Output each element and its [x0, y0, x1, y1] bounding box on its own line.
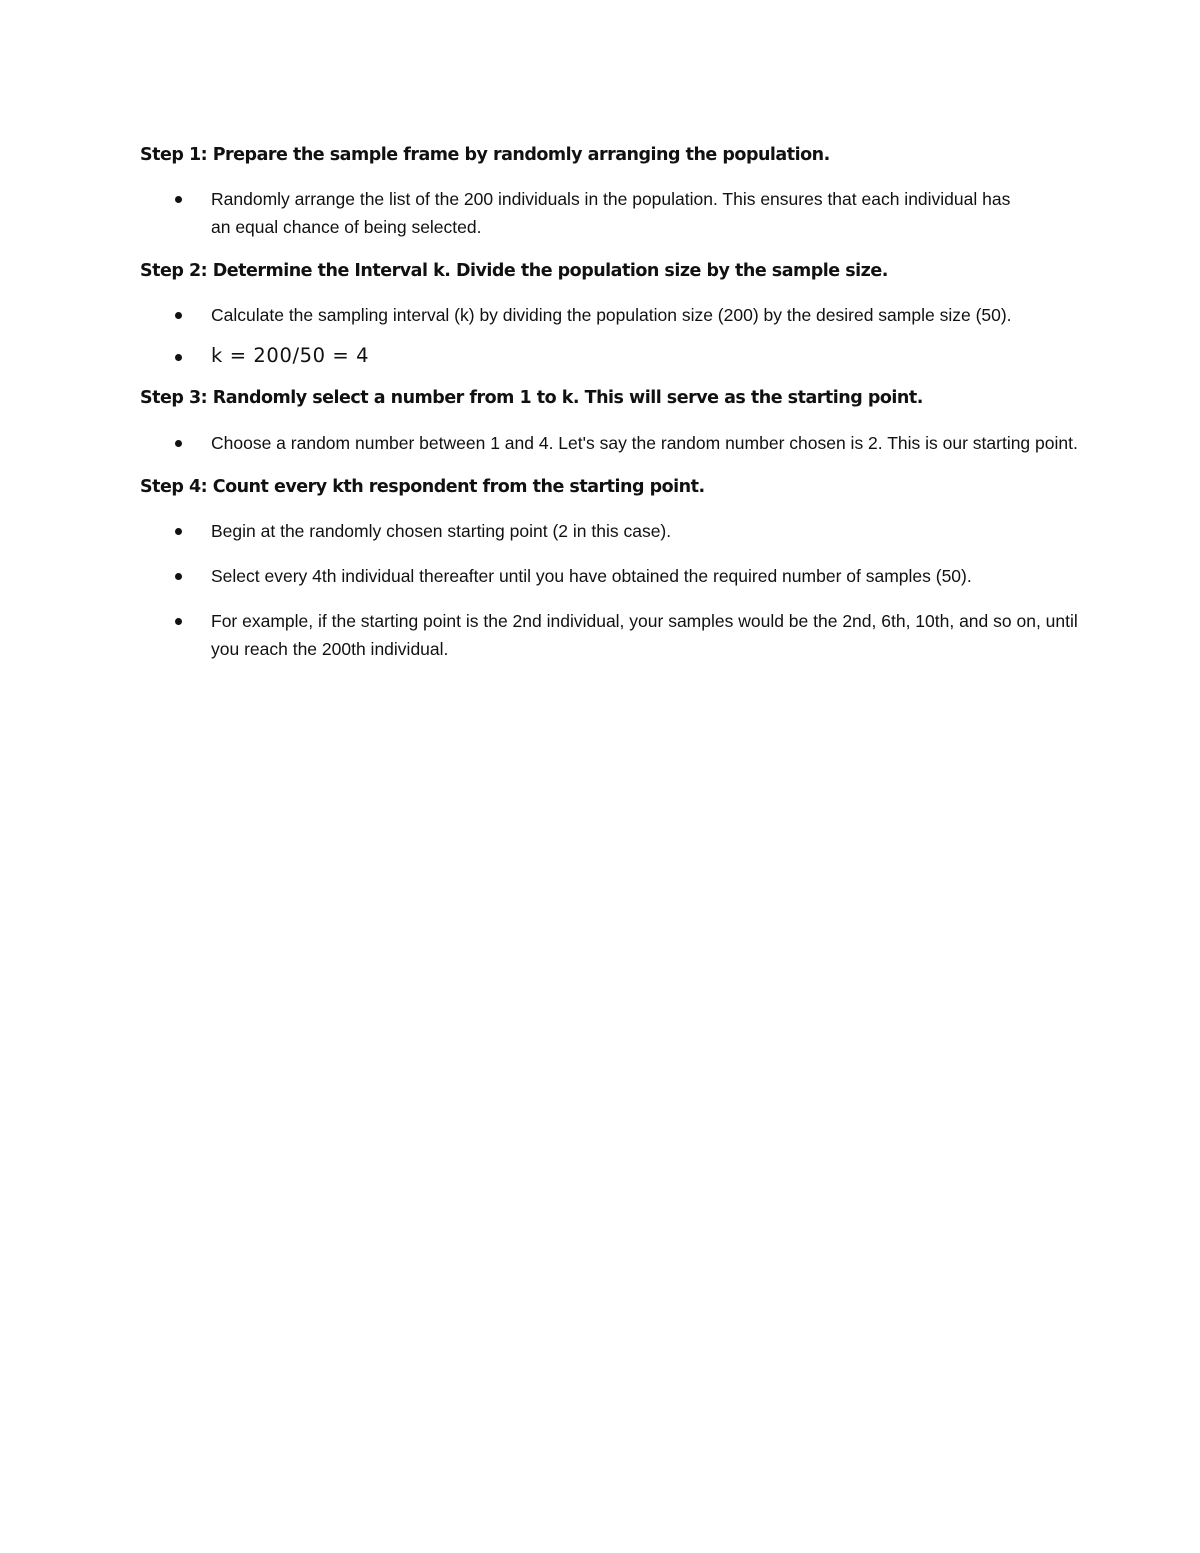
bullet-icon — [175, 528, 182, 535]
list-item — [140, 341, 1070, 371]
step-4-list — [140, 517, 1078, 663]
list-item — [140, 562, 1111, 590]
document-page — [140, 140, 1078, 663]
bullet-text: For example, if the starting point is the 2nd individual, your samples would be the 2nd, 6th, 10th, and so on, until you reach the 200th individual. — [211, 611, 1078, 659]
list-item — [140, 607, 1091, 663]
bullet-icon — [175, 354, 182, 361]
bullet-text: Begin at the randomly chosen starting point (2 in this case). — [211, 521, 672, 541]
bullet-text: Select every 4th individual thereafter until you have obtained the required number of samples (50). — [211, 566, 972, 586]
bullet-icon — [175, 196, 182, 203]
step-4-heading: Step 4: Count every kth respondent from the starting point. — [140, 477, 705, 497]
bullet-icon — [175, 312, 182, 319]
step-3-heading: Step 3: Randomly select a number from 1 to k. This will serve as the starting point. — [140, 388, 923, 408]
step-3-list — [140, 429, 1078, 457]
bullet-text: Choose a random number between 1 and 4. Let's say the random number chosen is 2. This is our starting point. — [211, 433, 1078, 453]
bullet-icon — [175, 440, 182, 447]
bullet-text: Randomly arrange the list of the 200 individuals in the population. This ensures that each individual has an equal chance of being selected. — [211, 189, 1011, 237]
bullet-text: Calculate the sampling interval (k) by dividing the population size (200) by the desired sample size (50). — [211, 305, 1012, 325]
step-2-list — [140, 301, 1070, 371]
list-item — [140, 301, 1101, 329]
list-item — [140, 429, 1131, 457]
step-1-heading: Step 1: Prepare the sample frame by randomly arranging the population. — [140, 145, 830, 165]
step-2-heading: Step 2: Determine the Interval k. Divide the population size by the sample size. — [140, 261, 888, 281]
bullet-icon — [175, 573, 182, 580]
list-item — [140, 517, 1070, 545]
formula-text: k = 200/50 = 4 — [211, 344, 370, 367]
bullet-icon — [175, 618, 182, 625]
list-item — [140, 185, 1011, 241]
step-1-list — [140, 185, 1070, 241]
